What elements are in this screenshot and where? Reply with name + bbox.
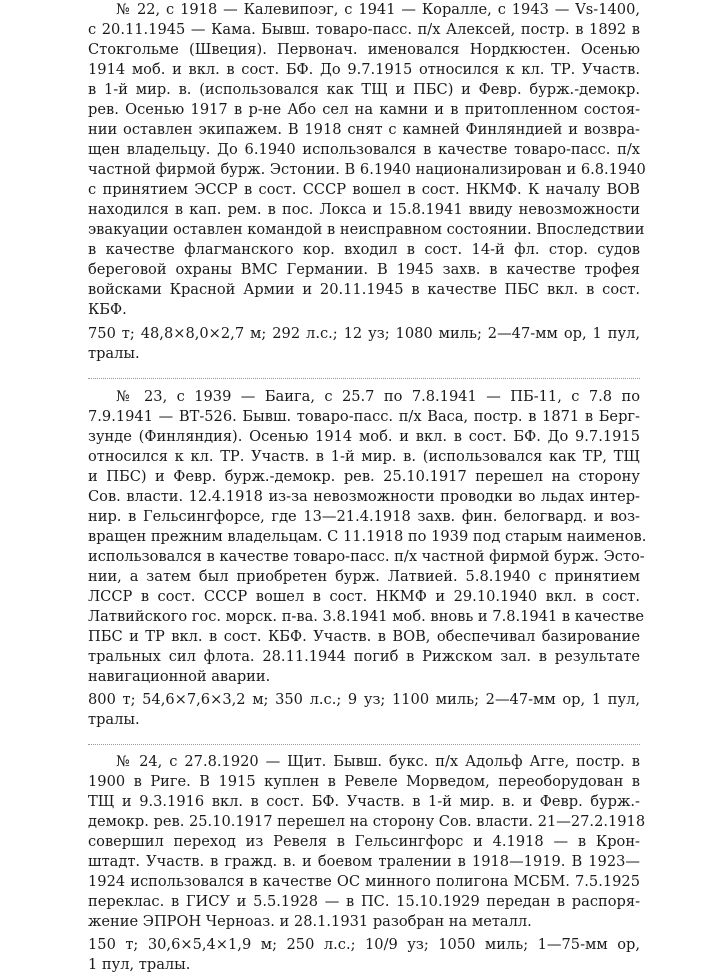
- entry-text-line: в качестве флагманского кор. входил в сост. 14-й фл. стор. судов: [88, 241, 640, 258]
- entry-text-line: вращен прежним владельцам. С 11.1918 по 1939 под старым наименов.: [88, 528, 647, 545]
- entry-text-line: с принятием ЭССР в сост. СССР вошел в сост. НКМФ. К началу ВОВ: [88, 181, 640, 198]
- entry-text-line: с 20.11.1945 — Кама. Бывш. товаро-пасс. п/х Алексей, постр. в 1892 в: [88, 21, 640, 38]
- entry-text-line: ЛССР в сост. СССР вошел в сост. НКМФ и 29.10.1940 вкл. в сост.: [88, 588, 640, 605]
- specs-line: 800 т; 54,6×7,6×3,2 м; 350 л.с.; 9 уз; 1100 миль; 2—47-мм ор, 1 пул,: [88, 691, 640, 708]
- entry-text-line: № 23, с 1939 — Баига, с 25.7 по 7.8.1941 — ПБ-11, с 7.8 по: [116, 388, 640, 405]
- entry-text-line: тральных сил флота. 28.11.1944 погиб в Рижском зал. в результате: [88, 648, 640, 665]
- entry-separator: [88, 744, 640, 745]
- entry-text-line: КБФ.: [88, 301, 127, 318]
- entry-text-line: 1914 моб. и вкл. в сост. БФ. До 9.7.1915 относился к кл. ТР. Участв.: [88, 61, 640, 78]
- entry-text-line: 1900 в Риге. В 1915 куплен в Ревеле Морведом, переоборудован в: [88, 773, 640, 790]
- entry-text-line: использовался в качестве товаро-пасс. п/х частной фирмой бурж. Эсто-: [88, 548, 645, 565]
- entry-text-line: войсками Красной Армии и 20.11.1945 в качестве ПБС вкл. в сост.: [88, 281, 640, 298]
- entry-text-line: щен владельцу. До 6.1940 использовался в качестве товаро-пасс. п/х: [88, 141, 640, 158]
- entry-text-line: нии, а затем был приобретен бурж. Латвией. 5.8.1940 с принятием: [88, 568, 640, 585]
- entry-text-line: Стокгольме (Швеция). Первонач. именовался Нордкюстен. Осенью: [88, 41, 640, 58]
- entry-text-line: штадт. Участв. в гражд. в. и боевом тралении в 1918—1919. В 1923—: [88, 853, 640, 870]
- specs-line: 150 т; 30,6×5,4×1,9 м; 250 л.с.; 10/9 уз; 1050 миль; 1—75-мм ор,: [88, 936, 640, 953]
- entry-text-line: навигационной аварии.: [88, 668, 271, 685]
- entry-text-line: Сов. власти. 12.4.1918 из-за невозможности проводки во льдах интер-: [88, 488, 640, 505]
- entry-separator: [88, 378, 640, 379]
- entry-text-line: ТЩ и 9.3.1916 вкл. в сост. БФ. Участв. в 1-й мир. в. и Февр. бурж.-: [88, 793, 640, 810]
- entry-text-line: жение ЭПРОН Черноаз. и 28.1.1931 разобран на металл.: [88, 913, 532, 930]
- entry-text-line: эвакуации оставлен командой в неисправном состоянии. Впоследствии: [88, 221, 645, 238]
- entry-text-line: 7.9.1941 — ВТ-526. Бывш. товаро-пасс. п/х Васа, постр. в 1871 в Берг-: [88, 408, 640, 425]
- entry-text-line: Латвийского гос. морск. п-ва. 3.8.1941 моб. вновь и 7.8.1941 в качестве: [88, 608, 644, 625]
- entry-text-line: береговой охраны ВМС Германии. В 1945 захв. в качестве трофея: [88, 261, 640, 278]
- entry-text-line: совершил переход из Ревеля в Гельсингфорс и 4.1918 — в Крон-: [88, 833, 640, 850]
- specs-line: 1 пул, тралы.: [88, 956, 191, 973]
- entry-text-line: нир. в Гельсингфорсе, где 13—21.4.1918 захв. фин. белогвард. и воз-: [88, 508, 640, 525]
- entry-text-line: в 1-й мир. в. (использовался как ТЩ и ПБС) и Февр. бурж.-демокр.: [88, 81, 640, 98]
- entry-text-line: нии оставлен экипажем. В 1918 снят с камней Финляндией и возвра-: [88, 121, 640, 138]
- specs-line: тралы.: [88, 345, 140, 362]
- entry-text-line: 1924 использовался в качестве ОС минного полигона МСБМ. 7.5.1925: [88, 873, 640, 890]
- entry-text-line: частной фирмой бурж. Эстонии. В 6.1940 национализирован и 6.8.1940: [88, 161, 646, 178]
- entry-text-line: ПБС и ТР вкл. в сост. КБФ. Участв. в ВОВ, обеспечивал базирование: [88, 628, 640, 645]
- entry-text-line: рев. Осенью 1917 в р-не Або сел на камни и в притопленном состоя-: [88, 101, 640, 118]
- entry-text-line: № 24, с 27.8.1920 — Щит. Бывш. букс. п/х Адольф Агге, постр. в: [116, 753, 640, 770]
- entry-text-line: переклас. в ГИСУ и 5.5.1928 — в ПС. 15.10.1929 передан в распоря-: [88, 893, 640, 910]
- specs-line: 750 т; 48,8×8,0×2,7 м; 292 л.с.; 12 уз; 1080 миль; 2—47-мм ор, 1 пул,: [88, 325, 640, 342]
- entry-text-line: находился в кап. рем. в пос. Локса и 15.8.1941 ввиду невозможности: [88, 201, 640, 218]
- entry-text-line: относился к кл. ТР. Участв. в 1-й мир. в. (использовался как ТР, ТЩ: [88, 448, 640, 465]
- specs-line: тралы.: [88, 711, 140, 728]
- entry-text-line: № 22, с 1918 — Калевипоэг, с 1941 — Коралле, с 1943 — Vs-1400,: [116, 1, 640, 18]
- entry-text-line: зунде (Финляндия). Осенью 1914 моб. и вкл. в сост. БФ. До 9.7.1915: [88, 428, 640, 445]
- entry-text-line: демокр. рев. 25.10.1917 перешел на сторону Сов. власти. 21—27.2.1918: [88, 813, 646, 830]
- entry-text-line: и ПБС) и Февр. бурж.-демокр. рев. 25.10.1917 перешел на сторону: [88, 468, 640, 485]
